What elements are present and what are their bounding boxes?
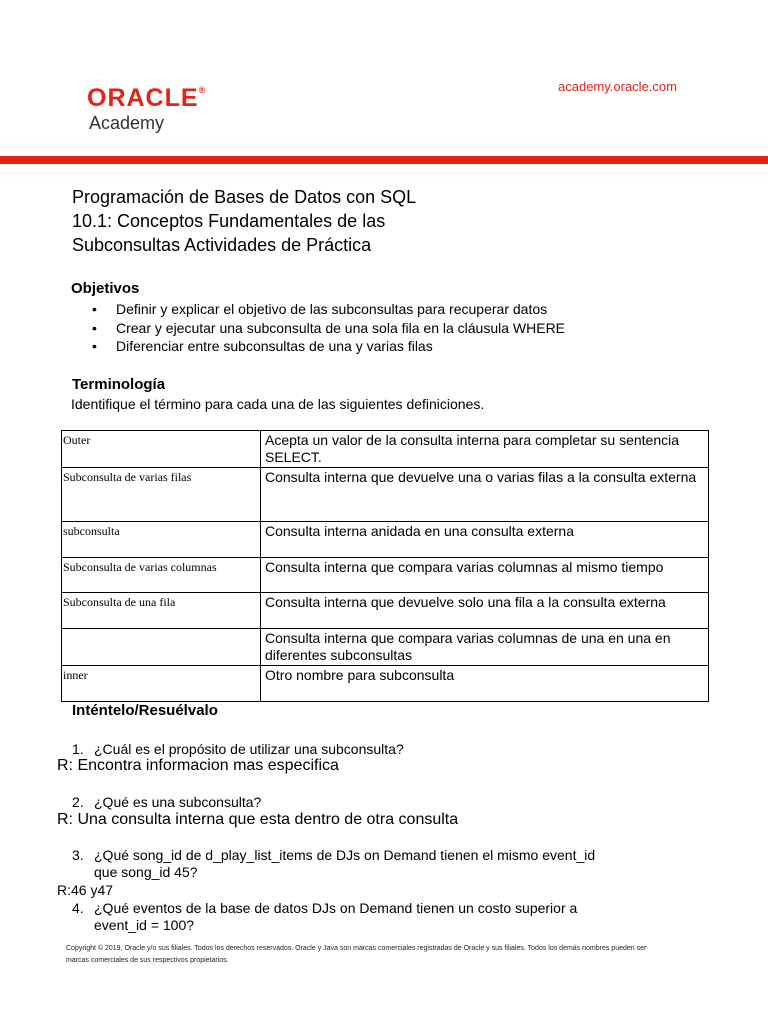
objective-item: • Definir y explicar el objetivo de las subconsultas para recuperar datos — [92, 301, 548, 317]
question-number: 2. — [72, 794, 84, 810]
answer-1[interactable]: R: Encontra informacion mas especifica — [57, 757, 339, 774]
document-title — [72, 185, 692, 257]
term-cell[interactable] — [62, 629, 261, 666]
table-row — [62, 629, 709, 666]
question-number: 3. — [72, 847, 84, 863]
header-red-bar — [0, 156, 768, 164]
oracle-logo: ORACLE® — [87, 84, 207, 112]
definition-cell: Otro nombre para subconsulta — [261, 666, 709, 702]
term-cell[interactable]: Outer — [62, 431, 261, 468]
objective-item: • Diferenciar entre subconsultas de una y varias filas — [92, 338, 433, 354]
title-line-1: Programación de Bases de Datos con SQL — [72, 187, 417, 207]
copyright-footer — [66, 943, 706, 967]
try-it-heading: Inténtelo/Resuélvalo — [72, 702, 218, 719]
footer-line-1: Copyright © 2019, Oracle y/o sus filiales. Todos los derechos reservados. Oracle y Java son marcas comerciales registradas de Oracle y sus filiales. Todos los demás nombres pueden ser — [66, 945, 647, 952]
site-url-link[interactable]: academy.oracle.com — [558, 79, 677, 94]
table-row — [62, 522, 709, 558]
objectives-heading: Objetivos — [71, 280, 140, 297]
definition-cell: Consulta interna que devuelve una o varias filas a la consulta externa — [261, 468, 709, 522]
term-cell[interactable]: subconsulta — [62, 522, 261, 558]
question-text: ¿Qué eventos de la base de datos DJs on Demand tienen un costo superior a — [94, 900, 578, 916]
question-text: ¿Qué song_id de d_play_list_items de DJs on Demand tienen el mismo event_id — [94, 847, 596, 863]
question-text-continued: que song_id 45? — [94, 864, 198, 880]
bullet-icon: • — [92, 338, 97, 354]
title-line-2: 10.1: Conceptos Fundamentales de las — [72, 211, 386, 231]
answer-2[interactable]: R: Una consulta interna que esta dentro de otra consulta — [57, 811, 459, 828]
terminology-table — [61, 430, 709, 702]
term-cell[interactable]: inner — [62, 666, 261, 702]
table-row — [62, 593, 709, 629]
logo-academy-text: Academy — [89, 113, 165, 133]
bullet-icon: • — [92, 319, 97, 336]
question-number: 4. — [72, 900, 84, 916]
definition-cell: Consulta interna que compara varias columnas al mismo tiempo — [261, 558, 709, 593]
question-text-continued: event_id = 100? — [94, 917, 195, 933]
bullet-icon: • — [92, 301, 97, 317]
question-number: 1. — [72, 741, 84, 757]
objective-item: • Crear y ejecutar una subconsulta de una sola fila en la cláusula WHERE — [92, 319, 566, 336]
table-row — [62, 666, 709, 702]
table-row — [62, 468, 709, 522]
term-cell[interactable]: Subconsulta de varias filas — [62, 468, 261, 522]
question-text: ¿Qué es una subconsulta? — [94, 794, 262, 810]
term-cell[interactable]: Subconsulta de una fila — [62, 593, 261, 629]
registered-mark: ® — [198, 85, 207, 95]
definition-cell: Consulta interna anidada en una consulta externa — [261, 522, 709, 558]
footer-line-2: marcas comerciales de sus respectivos propietarios. — [66, 957, 229, 964]
terminology-heading: Terminología — [72, 376, 166, 393]
answer-3[interactable]: R:46 y47 — [57, 882, 114, 898]
definition-cell: Consulta interna que compara varias columnas de una en una en diferentes subconsultas — [261, 629, 709, 666]
terminology-intro: Identifique el término para cada una de las siguientes definiciones. — [71, 396, 485, 412]
table-row — [62, 558, 709, 593]
term-cell[interactable]: Subconsulta de varias columnas — [62, 558, 261, 593]
title-line-3: Subconsultas Actividades de Práctica — [72, 235, 372, 255]
question-text: ¿Cuál es el propósito de utilizar una subconsulta? — [94, 741, 404, 757]
table-row — [62, 431, 709, 468]
definition-cell: Consulta interna que devuelve solo una fila a la consulta externa — [261, 593, 709, 629]
objectives-list — [72, 300, 565, 356]
definition-cell: Acepta un valor de la consulta interna para completar su sentencia SELECT. — [261, 431, 709, 468]
